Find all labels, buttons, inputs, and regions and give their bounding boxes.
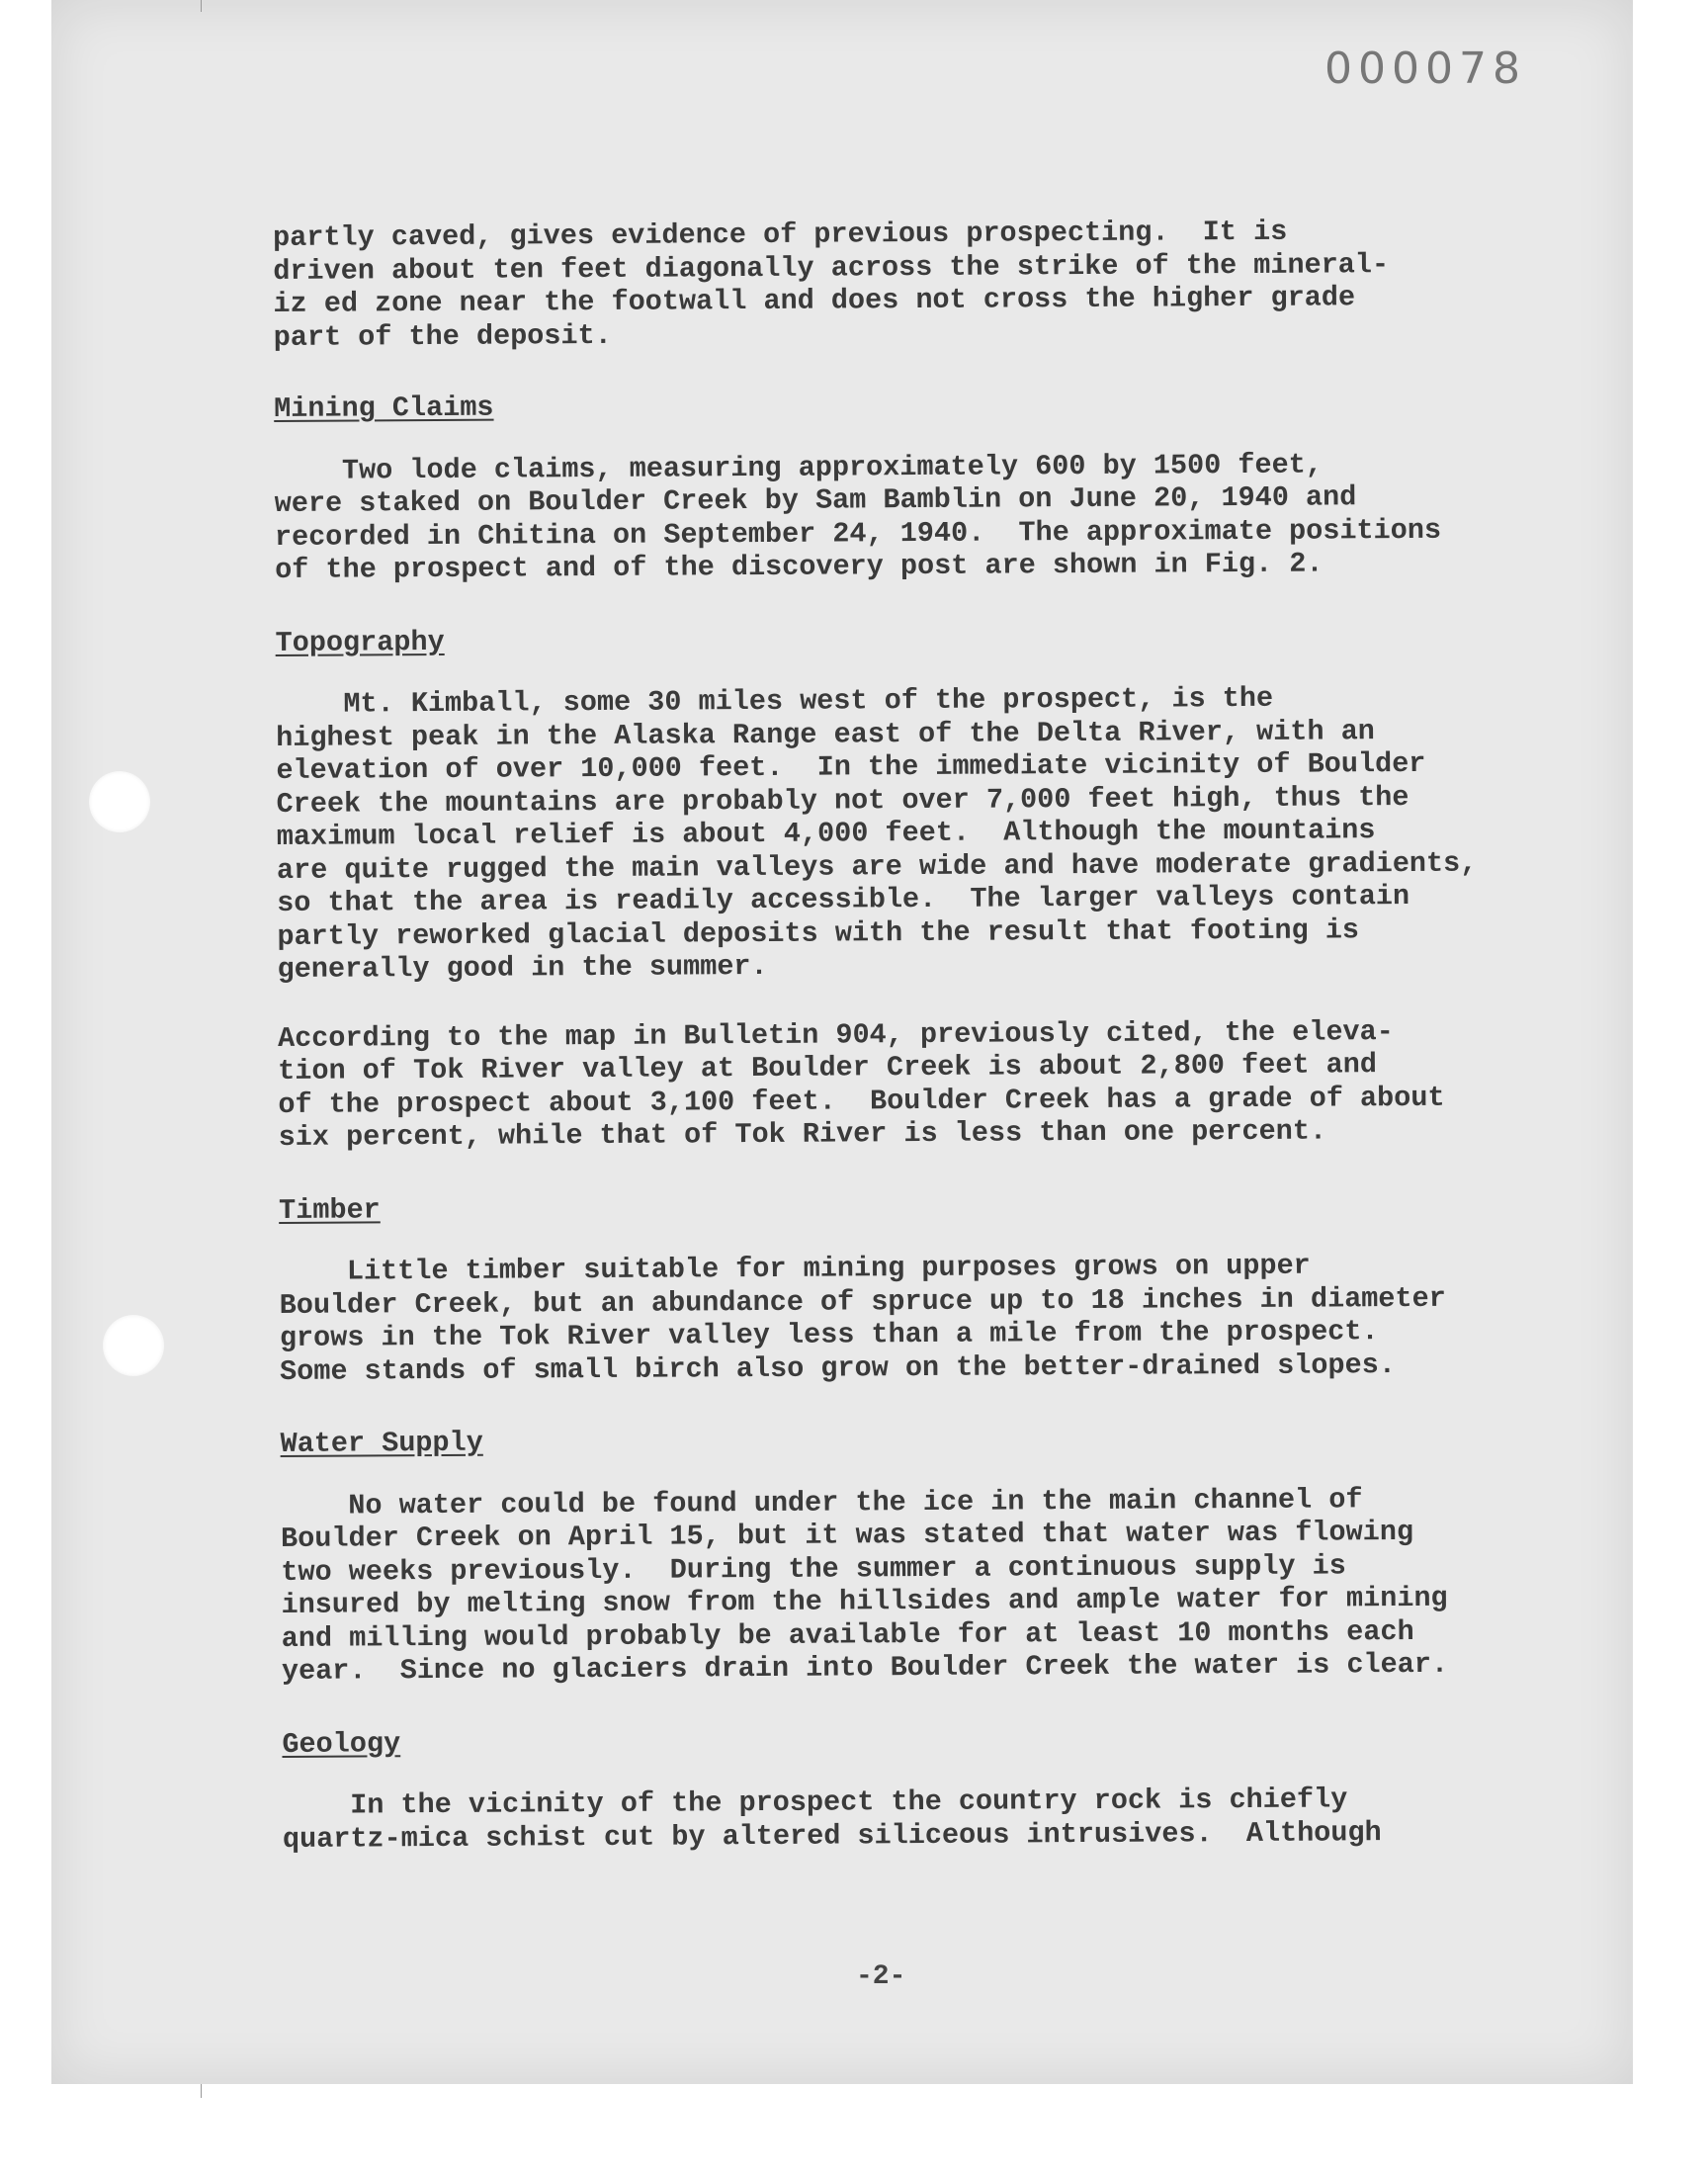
text-line: Little timber suitable for mining purposes grows on upper xyxy=(279,1249,1311,1288)
section-water-supply xyxy=(280,1421,1488,1689)
text-line: year. Since no glaciers drain into Boulder Creek the water is clear. xyxy=(281,1647,1449,1688)
text-line: No water could be found under the ice in the main channel of xyxy=(280,1482,1363,1522)
text-line: partly reworked glacial deposits with the result that footing is xyxy=(277,913,1360,953)
text-line: iz ed zone near the footwall and does not cross the higher grade xyxy=(273,281,1356,320)
text-line: generally good in the summer. xyxy=(277,949,768,986)
text-line: Two lode claims, measuring approximately 600 by 1500 feet, xyxy=(274,448,1323,487)
section-timber xyxy=(279,1186,1486,1388)
binder-hole-icon xyxy=(89,771,150,832)
text-line: were staked on Boulder Creek by Sam Bamblin on June 20, 1940 and xyxy=(274,480,1357,520)
text-line: quartz-mica schist cut by altered siliceous intrusives. Although xyxy=(282,1815,1382,1856)
page-number: -2- xyxy=(856,1961,906,1992)
text-line: According to the map in Bulletin 904, previously cited, the eleva- xyxy=(277,1014,1394,1055)
document-number: 000078 xyxy=(1324,44,1526,94)
text-line: of the prospect and of the discovery post are shown in Fig. 2. xyxy=(275,547,1324,586)
section-geology xyxy=(282,1720,1489,1856)
text-line: and milling would probably be available for at least 10 months each xyxy=(281,1614,1414,1655)
text-line: driven about ten feet diagonally across the strike of the mineral- xyxy=(273,247,1390,288)
text-line: six percent, while that of Tok River is less than one percent. xyxy=(278,1114,1327,1154)
intro-paragraph xyxy=(273,215,1480,354)
text-line: Some stands of small birch also grow on the better-drained slopes. xyxy=(280,1348,1396,1388)
section-heading: Topography xyxy=(275,625,445,659)
text-line: tion of Tok River valley at Boulder Creek is about 2,800 feet and xyxy=(278,1048,1378,1088)
section-topography xyxy=(276,619,1485,1154)
text-line: Boulder Creek, but an abundance of spruce up to 18 inches in diameter xyxy=(279,1281,1446,1322)
text-line: of the prospect about 3,100 feet. Boulder Creek has a grade of about xyxy=(278,1081,1445,1121)
text-line: Boulder Creek on April 15, but it was stated that water was flowing xyxy=(281,1515,1414,1555)
section-heading: Geology xyxy=(282,1726,401,1761)
text-line: In the vicinity of the prospect the country rock is chiefly xyxy=(282,1783,1348,1822)
scan-tick-mark xyxy=(201,0,202,12)
scan-tick-mark xyxy=(201,2084,202,2098)
text-line: Creek the mountains are probably not over 7,000 feet high, thus the xyxy=(276,780,1409,821)
text-line: part of the deposit. xyxy=(273,318,612,354)
text-line: insured by melting snow from the hillsides and ample water for mining xyxy=(281,1581,1448,1621)
text-line: Mt. Kimball, some 30 miles west of the prospect, is the xyxy=(275,681,1274,721)
document-body xyxy=(273,215,1489,1856)
text-line: partly caved, gives evidence of previous prospecting. It is xyxy=(273,215,1288,254)
section-mining-claims xyxy=(274,386,1481,587)
text-line: grows in the Tok River valley less than a mile from the prospect. xyxy=(279,1315,1379,1354)
section-heading: Timber xyxy=(279,1192,381,1227)
text-line: elevation of over 10,000 feet. In the immediate vicinity of Boulder xyxy=(276,746,1426,787)
section-heading: Water Supply xyxy=(280,1426,483,1460)
text-line: highest peak in the Alaska Range east of the Delta River, with an xyxy=(276,714,1375,754)
text-line: so that the area is readily accessible. The larger valleys contain xyxy=(277,879,1410,919)
text-line: maximum local relief is about 4,000 feet. Although the mountains xyxy=(276,814,1376,853)
binder-hole-icon xyxy=(103,1315,164,1376)
text-line: recorded in Chitina on September 24, 1940. The approximate positions xyxy=(274,513,1442,554)
section-heading: Mining Claims xyxy=(274,391,494,425)
text-line: are quite rugged the main valleys are wide and have moderate gradients, xyxy=(276,846,1478,887)
text-line: two weeks previously. During the summer a continuous supply is xyxy=(281,1548,1346,1589)
